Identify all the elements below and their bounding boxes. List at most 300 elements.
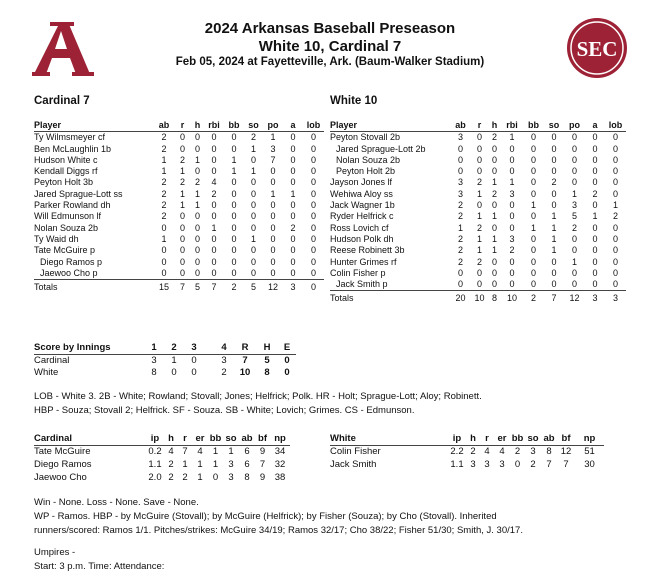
stat-cell: 1 [592,211,598,222]
stat-cell: 9 [259,472,266,483]
stat-cell: 0 [290,200,296,211]
table-row [34,132,324,144]
stat-cell: 2 [592,188,598,199]
stat-cell: 1 [161,233,167,244]
stat-cell: 34 [274,446,286,458]
stat-cell: 0 [179,222,185,233]
column-header: lob [605,120,626,132]
stat-cell: 0 [564,279,585,291]
stat-cell: 0 [592,267,598,278]
table-row [330,268,626,279]
stat-cell: 1 [270,132,276,143]
column-header: ip [448,433,466,445]
stat-cell: 0 [231,143,237,154]
stat-cell: 0 [509,143,515,154]
stat-cell: 0 [290,211,296,222]
stat-cell: 1 [491,233,497,244]
stat-cell: 1 [290,188,296,199]
stat-cell: 2 [161,143,167,154]
stat-cell: 0 [530,143,536,154]
table-row [330,132,626,144]
decisions-line: Win - None. Loss - None. Save - None. [34,497,199,508]
stat-cell: 0 [530,211,536,222]
totals-row [34,280,324,294]
stat-cell: 7 [270,154,276,165]
score-by-innings-table [34,342,296,378]
table-row [330,144,626,155]
stat-cell: 0 [179,143,185,154]
total-cell: 2 [231,282,237,293]
stat-cell: 0 [194,222,200,233]
player-name: Jared Sprague-Lott 2b [336,143,426,154]
stat-cell: 0 [551,132,557,143]
stat-cell: 0 [290,143,296,154]
sec-logo-text: SEC [576,37,618,61]
stat-cell: 0 [450,279,471,291]
stat-cell: 2 [509,245,515,256]
column-header: po [263,120,283,132]
stat-cell: 0 [592,222,598,233]
stat-cell: 0 [571,154,577,165]
column-header: po [564,120,585,132]
stat-cell: 8 [244,472,250,483]
stat-cell: 0 [592,245,598,256]
table-row [34,458,290,471]
player-name: Diego Ramos p [40,256,103,267]
player-name: Ty Wilmsmeyer cf [34,132,105,143]
stat-cell: 0 [204,268,224,280]
total-cell: 3 [290,282,296,293]
stat-cell: 3 [509,188,515,199]
column-header: r [471,120,488,132]
stat-cell: 0 [310,245,316,256]
stat-cell: 0 [310,143,316,154]
table-row [330,200,626,211]
table-row [330,166,626,177]
stat-cell: 0 [514,459,521,470]
stat-cell: 1 [491,245,497,256]
stat-cell: 0 [194,166,200,177]
column-header: r [178,433,192,445]
stat-cell: 0 [194,143,200,154]
stat-cell: 0 [612,233,618,244]
stat-cell: 0 [592,177,598,188]
stat-cell: 0 [250,188,256,199]
stat-cell: 0 [476,166,482,177]
stat-cell: 0 [612,222,618,233]
stat-cell: 8 [546,446,552,458]
stat-cell: 3 [221,354,227,366]
stat-cell: 2 [476,222,482,233]
stat-cell: 0 [290,154,296,165]
stat-cell: 0 [290,245,296,256]
stat-cell: 3 [228,472,234,483]
stat-cell: 0 [571,267,577,278]
stat-cell: 1 [551,233,557,244]
stat-cell: 0 [270,166,276,177]
stat-cell: 0 [509,154,515,165]
player-name: Wehiwa Aloy ss [330,188,393,199]
stat-cell: 2 [476,177,482,188]
table-row [34,144,324,155]
stat-cell: 0 [571,245,577,256]
stat-cell: 30 [584,459,595,470]
stat-cell: 0 [476,143,482,154]
cardinal-team-title: Cardinal 7 [34,95,90,107]
stat-cell: 0 [310,233,316,244]
stat-cell: 0 [530,188,536,199]
stat-cell: 2.0 [148,472,162,483]
stat-cell: 0 [154,268,174,280]
stat-cell: 0 [523,279,544,291]
stat-cell: 2 [491,132,497,143]
table-row [34,177,324,188]
stat-cell: 0 [290,256,296,267]
column-header: bb [511,433,524,445]
stat-cell: 0 [211,143,217,154]
player-name: Will Edmunson lf [34,211,102,222]
column-header: so [544,120,564,132]
stat-cell: 0 [612,166,618,177]
stat-cell: 1 [179,200,185,211]
stat-cell: 0 [191,354,197,366]
player-name: Ross Lovich cf [330,222,389,233]
stat-cell: 0 [231,211,237,222]
stat-cell: 0 [509,166,515,177]
white-box-score-table [330,120,626,305]
stat-cell: 4 [168,446,174,458]
table-row [34,211,324,222]
stat-cell: 0 [592,166,598,177]
umpires-line: Umpires - [34,547,76,558]
stat-cell: 6 [244,459,250,470]
stat-cell: 0 [551,267,557,278]
column-header: ab [154,120,174,132]
stat-cell: 3 [509,233,515,244]
stat-cell: 2 [290,222,296,233]
stat-cell: 2.2 [450,446,464,458]
stat-cell: 0 [231,256,237,267]
table-row [330,245,626,256]
stat-cell: 3 [457,188,463,199]
table-row [330,155,626,166]
column-header: E [278,342,296,354]
stat-cell: 0 [551,143,557,154]
column-header: H [256,342,278,354]
stat-cell: 0 [211,132,217,143]
cardinal-pitching-table [34,433,290,484]
column-header: er [494,433,510,445]
player-name: Jack Wagner 1b [330,200,395,211]
stat-cell: 0 [231,233,237,244]
player-name: Jaewoo Cho p [34,268,154,280]
row-label: White [34,366,59,378]
stat-cell: 1 [179,166,185,177]
stat-cell: 0 [211,211,217,222]
stat-cell: 2 [457,200,463,211]
stat-cell: 0 [194,256,200,267]
stat-cell: 0 [211,154,217,165]
stat-cell: 12 [560,446,572,458]
stat-cell: 0 [612,154,618,165]
stat-cell: 3 [270,143,276,154]
stat-cell: 0 [179,211,185,222]
total-cell: 12 [267,282,278,293]
stat-cell: 0 [270,211,276,222]
stat-cell: 0 [551,154,557,165]
stat-cell: 0 [303,268,324,280]
column-header: 1 [144,342,164,354]
stat-cell: 3 [470,459,476,470]
stat-cell: 0 [231,222,237,233]
stat-cell: 3 [457,132,463,143]
table-row [34,234,324,245]
stat-cell: 1 [231,154,237,165]
stat-cell: 2 [161,200,167,211]
column-header: h [191,120,204,132]
table-row [34,445,290,458]
stat-cell: 2 [250,132,256,143]
stat-cell [204,366,214,378]
stat-cell: 0 [284,366,290,378]
notes-line-2: HBP - Souza; Stovall 2; Helfrick. SF - Souza. SB - White; Lovich; Grimes. CS - Edmunson. [34,405,415,416]
stat-cell: 1 [250,233,256,244]
stat-cell: 32 [274,459,286,470]
stat-cell: 0 [551,166,557,177]
stat-cell: 1 [491,211,497,222]
stat-cell: 0 [491,143,497,154]
row-label: Jack Smith [330,459,377,470]
stat-cell: 0 [612,267,618,278]
stat-cell: 2 [211,188,217,199]
stat-cell: 1 [228,446,234,458]
stat-cell: 8 [264,366,270,378]
stat-cell: 0 [571,166,577,177]
player-name: Nolan Souza 2b [34,222,99,233]
game-notes [34,390,634,418]
stat-cell: 2 [530,459,536,470]
stat-cell: 2 [179,177,185,188]
table-row [34,200,324,211]
stat-cell: 1.1 [148,459,162,470]
column-header: Cardinal [34,433,146,445]
stat-cell: 2 [457,256,463,267]
stat-cell: 1 [194,200,200,211]
stat-cell: 0 [471,279,488,291]
stat-cell: 5 [264,354,270,366]
stat-cell: 0 [270,177,276,188]
table-row [330,234,626,245]
stat-cell: 7 [563,459,569,470]
stat-cell: 0 [509,211,515,222]
table-row [330,223,626,234]
stat-cell: 0 [592,233,598,244]
table-row [34,223,324,234]
stat-cell: 0 [530,132,536,143]
column-header: so [244,120,263,132]
stat-cell: 0 [211,256,217,267]
player-name: Peyton Holt 3b [34,177,94,188]
stat-cell: 2 [476,256,482,267]
stat-cell: 0 [457,154,463,165]
stat-cell: 1 [551,222,557,233]
table-row [34,366,296,378]
stat-cell: 2 [194,177,200,188]
stat-cell: 1 [270,188,276,199]
stat-cell: 1 [551,245,557,256]
stat-cell: 0 [571,177,577,188]
stat-cell: 0 [179,245,185,256]
stat-cell: 0 [270,245,276,256]
stat-cell: 0 [194,132,200,143]
player-name: Peyton Stovall 2b [330,132,401,143]
stat-cell: 0 [310,166,316,177]
stat-cell: 1 [194,188,200,199]
table-row [330,445,604,458]
stat-cell: 3 [484,459,490,470]
total-cell: 15 [158,282,169,293]
stat-cell: 0 [491,222,497,233]
stat-cell: 2 [571,222,577,233]
column-header [204,342,214,354]
table-row [330,458,604,471]
total-cell: 12 [569,293,580,304]
stat-cell: 0 [476,132,482,143]
stat-cell: 38 [274,472,286,483]
stat-cell: 0 [250,245,256,256]
player-name: Hudson Polk dh [330,233,394,244]
stat-cell: 0.2 [148,446,162,458]
stat-cell: 1 [476,245,482,256]
stat-cell: 0 [530,177,536,188]
stat-cell: 0 [283,268,303,280]
stat-cell: 0 [284,354,290,366]
stat-cell: 0 [211,166,217,177]
stat-cell: 0 [194,245,200,256]
column-header: 2 [164,342,184,354]
game-summary [34,496,634,574]
stat-cell: 1 [179,188,185,199]
column-header: ab [450,120,471,132]
stat-cell: 0 [612,256,618,267]
stat-cell: 0 [250,200,256,211]
wp-line-1: WP - Ramos. HBP - by McGuire (Stovall); by McGuire (Helfrick); by Fisher (Souza); by Cho (Stovall). Inherited [34,511,497,522]
table-row [330,177,626,188]
table-row [34,155,324,166]
stat-cell: 0 [231,132,237,143]
row-label: Cardinal [34,354,70,366]
stat-cell: 2 [491,188,497,199]
stat-cell: 3 [457,177,463,188]
stat-cell: 7 [242,354,248,366]
stat-cell: 0 [530,166,536,177]
stat-cell: 3 [228,459,234,470]
player-name: Reese Robinett 3b [330,245,405,256]
table-row [330,279,626,291]
stat-cell: 2 [161,188,167,199]
stat-cell: 1 [476,188,482,199]
total-cell: 7 [551,293,557,304]
stat-cell: 0 [530,245,536,256]
stat-cell: 2 [161,132,167,143]
table-row [34,166,324,177]
stat-cell: 1 [250,166,256,177]
stat-cell: 0 [491,267,497,278]
player-name: Ryder Helfrick c [330,211,394,222]
stat-cell: 1 [457,222,463,233]
column-header: R [234,342,256,354]
stat-cell: 0 [457,143,463,154]
stat-cell: 0 [592,154,598,165]
stat-cell: 0 [491,154,497,165]
stat-cell: 0 [290,166,296,177]
stat-cell: 0 [592,132,598,143]
stat-cell: 1 [211,222,217,233]
stat-cell: 2 [551,177,557,188]
total-cell: 10 [506,293,517,304]
stat-cell: 0 [161,256,167,267]
stat-cell: 2 [168,472,174,483]
stat-cell: 1 [197,472,203,483]
row-label: Diego Ramos [34,459,92,470]
stat-cell: 0 [250,256,256,267]
stat-cell: 0 [310,211,316,222]
stat-cell: 0 [310,200,316,211]
table-row [330,189,626,200]
stat-cell: 0 [231,177,237,188]
stat-cell: 1 [530,222,536,233]
stat-cell: 0 [270,222,276,233]
totals-row [330,291,626,305]
stat-cell: 1 [161,154,167,165]
stat-cell: 2 [612,211,618,222]
column-header: bf [255,433,270,445]
column-header: a [283,120,303,132]
stat-cell: 0 [491,166,497,177]
stat-cell: 0 [592,143,598,154]
stat-cell: 0 [612,245,618,256]
player-name: Hunter Grimes rf [330,256,397,267]
stat-cell: 2 [179,154,185,165]
stat-cell: 1 [476,211,482,222]
stat-cell: 4 [197,446,203,458]
stat-cell: 1 [509,177,515,188]
column-header: rbi [204,120,224,132]
stat-cell: 0 [310,188,316,199]
stat-cell: 0 [310,222,316,233]
column-header: Player [34,120,154,132]
stat-cell: 3 [151,354,157,366]
stat-cell: 0 [310,132,316,143]
game-date-location: Feb 05, 2024 at Fayetteville, Ark. (Baum-Walker Stadium) [175,56,485,68]
white-pitching-table [330,433,604,471]
cardinal-box-score-table [34,120,324,293]
total-cell: 7 [179,282,185,293]
stat-cell: 2 [457,233,463,244]
stat-cell: 0 [244,268,263,280]
total-cell: 20 [455,293,466,304]
stat-cell: 5 [571,211,577,222]
stat-cell: 1 [509,132,515,143]
stat-cell: 0 [509,256,515,267]
column-header: a [585,120,605,132]
stat-cell: 0 [310,256,316,267]
stat-cell: 0 [250,154,256,165]
player-name: Jared Sprague-Lott ss [34,188,123,199]
stat-cell: 2 [514,446,521,458]
total-cell: 0 [310,282,316,293]
wp-line-2: runners/scored: Ramos 1/1. Pitches/strikes: McGuire 34/19; Ramos 32/17; Cho 38/22; Fisher 51/30; Smith, J. 30/17. [34,525,523,536]
